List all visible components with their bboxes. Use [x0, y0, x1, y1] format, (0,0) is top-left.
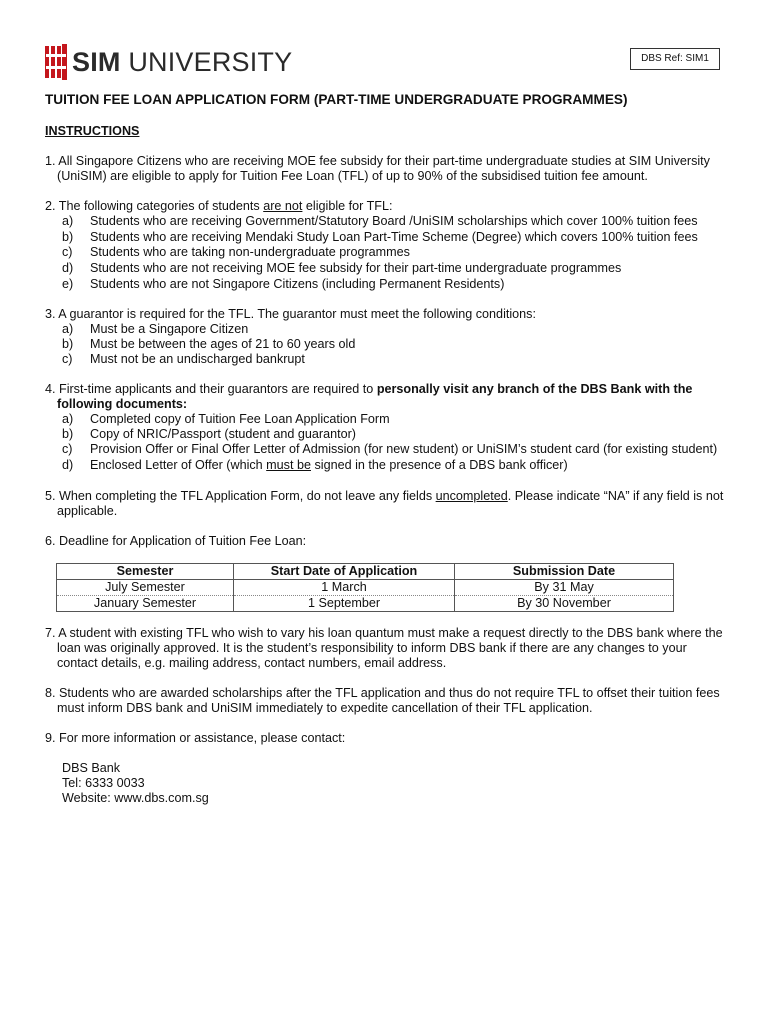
deadline-table [56, 563, 674, 612]
item-2b-text: Students who are receiving Mendaki Study Loan Part-Time Scheme (Degree) which covers 100% tuition fees [90, 230, 698, 244]
item-6-intro: 6. Deadline for Application of Tuition Fee Loan: [45, 534, 307, 548]
item-8-line-2: must inform DBS bank and UniSIM immediately to expedite cancellation of their TFL application. [57, 701, 593, 715]
item-4b-text: Copy of NRIC/Passport (student and guarantor) [90, 427, 356, 441]
item-7-line-2: loan was originally approved. It is the student’s responsibility to inform DBS bank if there are any changes to your [57, 641, 687, 655]
contact-website: Website: www.dbs.com.sg [62, 791, 209, 805]
table-row [57, 596, 674, 612]
table-header-cell: Start Date of Application [234, 564, 455, 580]
item-3a-letter: a) [62, 322, 74, 336]
item-3-intro: 3. A guarantor is required for the TFL. The guarantor must meet the following conditions: [45, 307, 536, 321]
item-2d-letter: d) [62, 261, 74, 275]
contact-name: DBS Bank [62, 761, 121, 775]
item-2a-text: Students who are receiving Government/Statutory Board /UniSIM scholarships which cover 100% tuition fees [90, 214, 698, 228]
item-3c-letter: c) [62, 352, 73, 366]
item-1-line-2: (UniSIM) are eligible to apply for Tuition Fee Loan (TFL) of up to 90% of the subsidised tuition fee amount. [57, 169, 648, 183]
item-2a-letter: a) [62, 214, 74, 228]
dbs-ref-box: DBS Ref: SIM1 [630, 48, 720, 70]
sim-logo-icon [45, 44, 67, 80]
item-2e-text: Students who are not Singapore Citizens (including Permanent Residents) [90, 277, 505, 291]
table-header-row [57, 564, 674, 580]
item-5-line-2: applicable. [57, 504, 118, 518]
item-2c-text: Students who are taking non-undergraduate programmes [90, 245, 410, 259]
item-8-line-1: 8. Students who are awarded scholarships after the TFL application and thus do not require TFL to offset their tuition fees [45, 686, 720, 700]
item-3b-text: Must be between the ages of 21 to 60 years old [90, 337, 356, 351]
item-2e-letter: e) [62, 277, 74, 291]
item-3a-text: Must be a Singapore Citizen [90, 322, 249, 336]
table-cell: January Semester [57, 596, 234, 612]
item-4a-text: Completed copy of Tuition Fee Loan Application Form [90, 412, 390, 426]
item-4d-text: Enclosed Letter of Offer (which must be signed in the presence of a DBS bank officer) [90, 458, 568, 472]
item-4b-letter: b) [62, 427, 74, 441]
logo-text: SIM UNIVERSITY [72, 47, 293, 77]
item-4-intro: 4. First-time applicants and their guarantors are required to personally visit any branch of the DBS Bank with the [45, 382, 693, 396]
item-4d-letter: d) [62, 458, 74, 472]
table-cell: By 30 November [455, 596, 674, 612]
item-7-line-1: 7. A student with existing TFL who wish to vary his loan quantum must make a request directly to the DBS bank where the [45, 626, 723, 640]
page-title: TUITION FEE LOAN APPLICATION FORM (PART-TIME UNDERGRADUATE PROGRAMMES) [45, 92, 628, 107]
item-3b-letter: b) [62, 337, 74, 351]
table-header-cell: Submission Date [455, 564, 674, 580]
table-cell: 1 September [234, 596, 455, 612]
item-2c-letter: c) [62, 245, 73, 259]
item-4a-letter: a) [62, 412, 74, 426]
item-1-line-1: 1. All Singapore Citizens who are receiving MOE fee subsidy for their part-time undergraduate studies at SIM University [45, 154, 710, 168]
item-5-line-1: 5. When completing the TFL Application Form, do not leave any fields uncompleted. Please indicate “NA” if any field is not [45, 489, 724, 503]
sim-university-logo [45, 42, 292, 82]
item-7-line-3: contact details, e.g. mailing address, contact numbers, email address. [57, 656, 447, 670]
item-4c-letter: c) [62, 442, 73, 456]
table-cell: By 31 May [455, 580, 674, 596]
item-2b-letter: b) [62, 230, 74, 244]
item-4c-text: Provision Offer or Final Offer Letter of Admission (for new student) or UniSIM’s student card (for existing student) [90, 442, 718, 456]
item-4-intro-cont: following documents: [57, 397, 188, 411]
item-2-intro: 2. The following categories of students are not eligible for TFL: [45, 199, 393, 213]
table-header-cell: Semester [57, 564, 234, 580]
table-cell: 1 March [234, 580, 455, 596]
table-cell: July Semester [57, 580, 234, 596]
item-3c-text: Must not be an undischarged bankrupt [90, 352, 305, 366]
item-2d-text: Students who are not receiving MOE fee subsidy for their part-time undergraduate programmes [90, 261, 622, 275]
instructions-heading: INSTRUCTIONS [45, 124, 140, 138]
contact-tel: Tel: 6333 0033 [62, 776, 145, 790]
table-row [57, 580, 674, 596]
item-9-intro: 9. For more information or assistance, please contact: [45, 731, 346, 745]
